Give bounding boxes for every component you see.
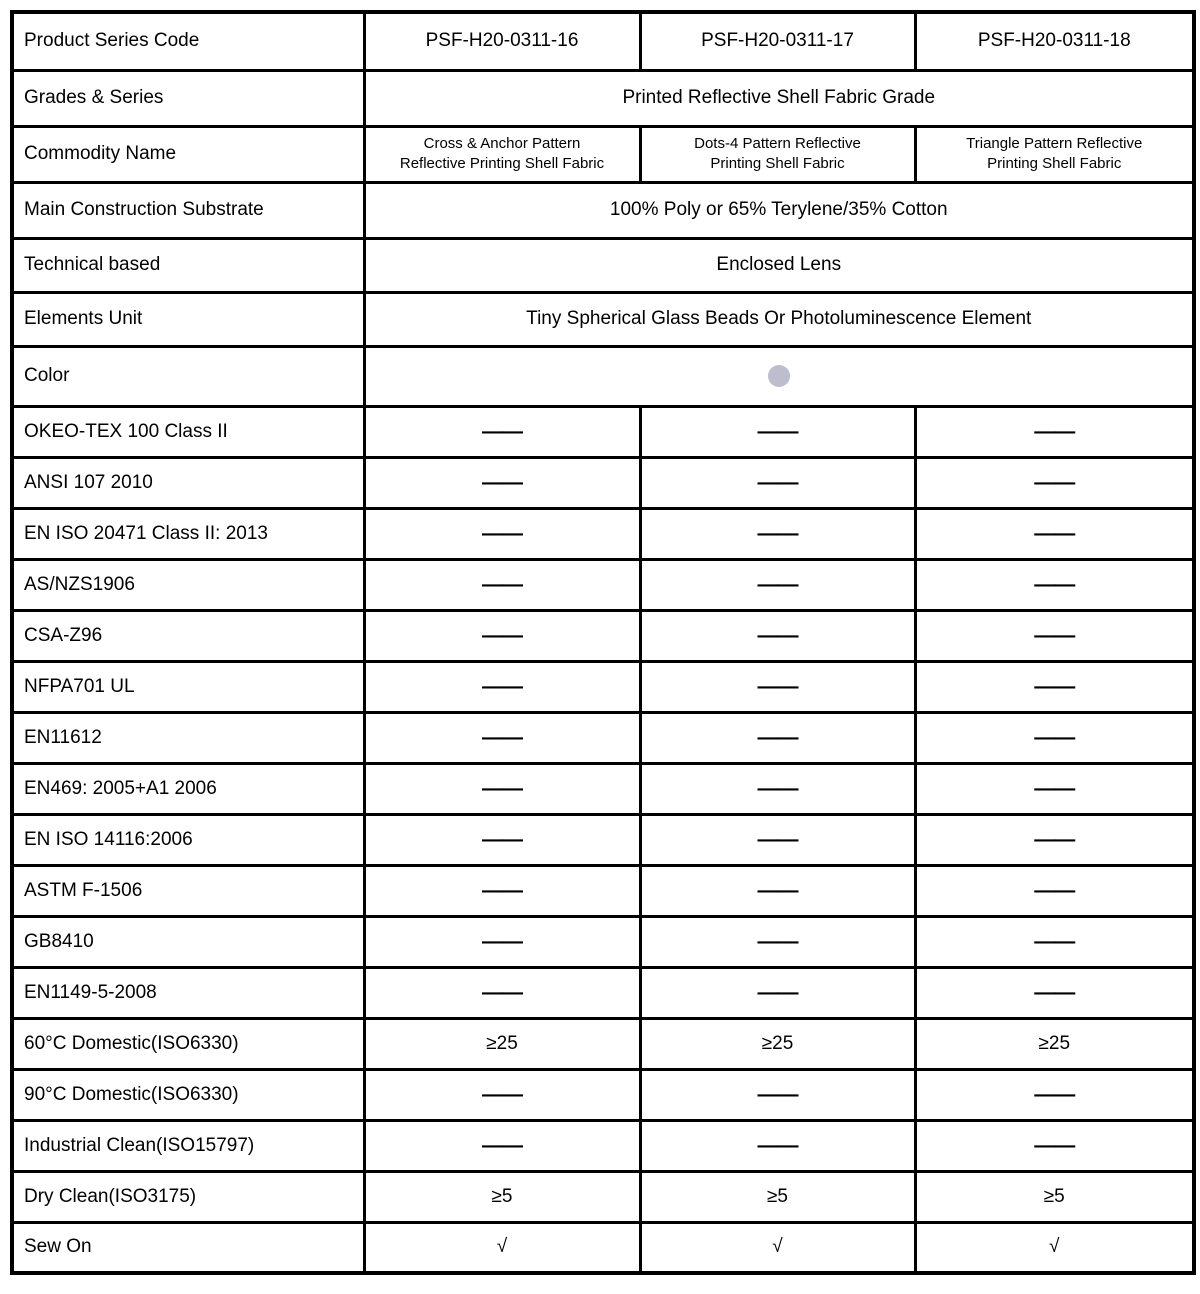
row-label: Grades & Series [12, 70, 364, 126]
table-row [12, 559, 1194, 610]
table-row [12, 814, 1194, 865]
cell-value: —— [640, 763, 915, 814]
row-label: EN ISO 14116:2006 [12, 814, 364, 865]
table-row [12, 610, 1194, 661]
cell-value: —— [915, 406, 1194, 457]
cell-value [915, 126, 1194, 182]
cell-value: ≥5 [364, 1171, 640, 1222]
table-row [12, 238, 1194, 292]
table-row [12, 126, 1194, 182]
table-row [12, 346, 1194, 406]
cell-value: —— [915, 508, 1194, 559]
cell-value: ≥25 [640, 1018, 915, 1069]
cell-value: —— [364, 508, 640, 559]
table-row [12, 865, 1194, 916]
table-row [12, 661, 1194, 712]
row-label: EN11612 [12, 712, 364, 763]
cell-value: ≥25 [364, 1018, 640, 1069]
cell-value: —— [364, 916, 640, 967]
cell-value: —— [640, 712, 915, 763]
cell-value: —— [364, 967, 640, 1018]
table-row [12, 1120, 1194, 1171]
cell-value: Printed Reflective Shell Fabric Grade [364, 70, 1194, 126]
cell-value: √ [640, 1222, 915, 1273]
cell-value: PSF-H20-0311-18 [915, 12, 1194, 70]
cell-value: —— [640, 406, 915, 457]
cell-value: —— [915, 1069, 1194, 1120]
commodity-line: Cross & Anchor Pattern [423, 134, 581, 152]
table-row [12, 916, 1194, 967]
cell-value: —— [364, 1120, 640, 1171]
cell-value: —— [364, 661, 640, 712]
row-label: Main Construction Substrate [12, 182, 364, 238]
cell-value: —— [915, 610, 1194, 661]
row-label: Color [12, 346, 364, 406]
row-label: Technical based [12, 238, 364, 292]
cell-value: —— [915, 763, 1194, 814]
row-label: GB8410 [12, 916, 364, 967]
cell-value: —— [364, 814, 640, 865]
spec-table [10, 10, 1196, 1275]
cell-value: —— [640, 1069, 915, 1120]
cell-value: —— [915, 814, 1194, 865]
cell-value: —— [915, 712, 1194, 763]
cell-value: —— [364, 406, 640, 457]
table-row [12, 12, 1194, 70]
cell-value: —— [915, 967, 1194, 1018]
table-row [12, 292, 1194, 346]
cell-value: ≥5 [915, 1171, 1194, 1222]
row-label: Elements Unit [12, 292, 364, 346]
cell-value: —— [640, 967, 915, 1018]
commodity-line: Printing Shell Fabric [710, 155, 845, 172]
cell-value: PSF-H20-0311-17 [640, 12, 915, 70]
cell-value: √ [364, 1222, 640, 1273]
cell-value: —— [640, 661, 915, 712]
cell-value: Enclosed Lens [364, 238, 1194, 292]
row-label: EN469: 2005+A1 2006 [12, 763, 364, 814]
row-label: AS/NZS1906 [12, 559, 364, 610]
table-row [12, 967, 1194, 1018]
cell-value: —— [364, 610, 640, 661]
cell-value: —— [640, 916, 915, 967]
cell-value: —— [640, 457, 915, 508]
row-label: Sew On [12, 1222, 364, 1273]
cell-value: —— [364, 712, 640, 763]
row-label: 90°C Domestic(ISO6330) [12, 1069, 364, 1120]
table-row [12, 406, 1194, 457]
row-label: 60°C Domestic(ISO6330) [12, 1018, 364, 1069]
cell-value: —— [915, 661, 1194, 712]
commodity-line: Printing Shell Fabric [987, 155, 1122, 172]
table-row [12, 70, 1194, 126]
cell-value: —— [915, 457, 1194, 508]
cell-value: —— [640, 865, 915, 916]
cell-value: —— [915, 916, 1194, 967]
cell-value: —— [640, 559, 915, 610]
cell-value: —— [640, 610, 915, 661]
cell-value [640, 126, 915, 182]
row-label: CSA-Z96 [12, 610, 364, 661]
table-row [12, 763, 1194, 814]
cell-value: ≥25 [915, 1018, 1194, 1069]
row-label: ASTM F-1506 [12, 865, 364, 916]
row-label: NFPA701 UL [12, 661, 364, 712]
table-row [12, 1018, 1194, 1069]
commodity-line: Dots-4 Pattern Reflective [694, 134, 861, 152]
table-row [12, 1222, 1194, 1273]
cell-value: —— [364, 865, 640, 916]
table-row [12, 182, 1194, 238]
cell-value: ≥5 [640, 1171, 915, 1222]
row-label: ANSI 107 2010 [12, 457, 364, 508]
table-row [12, 1171, 1194, 1222]
cell-value: —— [640, 508, 915, 559]
row-label: Industrial Clean(ISO15797) [12, 1120, 364, 1171]
table-row [12, 508, 1194, 559]
cell-value: —— [640, 1120, 915, 1171]
cell-value: —— [364, 1069, 640, 1120]
cell-value: Tiny Spherical Glass Beads Or Photoluminescence Element [364, 292, 1194, 346]
color-dot [768, 365, 790, 387]
commodity-line: Reflective Printing Shell Fabric [399, 155, 605, 172]
row-label: Commodity Name [12, 126, 364, 182]
row-label: EN ISO 20471 Class II: 2013 [12, 508, 364, 559]
cell-value: √ [915, 1222, 1194, 1273]
table-row [12, 457, 1194, 508]
row-label: EN1149-5-2008 [12, 967, 364, 1018]
row-label: OKEO-TEX 100 Class II [12, 406, 364, 457]
table-row [12, 712, 1194, 763]
commodity-line: Triangle Pattern Reflective [966, 134, 1143, 152]
cell-value: PSF-H20-0311-16 [364, 12, 640, 70]
table-row [12, 1069, 1194, 1120]
cell-value: —— [364, 559, 640, 610]
cell-value [364, 126, 640, 182]
cell-value: —— [364, 763, 640, 814]
cell-value: —— [915, 559, 1194, 610]
cell-value: —— [640, 814, 915, 865]
row-label: Product Series Code [12, 12, 364, 70]
cell-value: 100% Poly or 65% Terylene/35% Cotton [364, 182, 1194, 238]
cell-value: —— [364, 457, 640, 508]
color-cell [364, 346, 1194, 406]
cell-value: —— [915, 865, 1194, 916]
row-label: Dry Clean(ISO3175) [12, 1171, 364, 1222]
cell-value: —— [915, 1120, 1194, 1171]
